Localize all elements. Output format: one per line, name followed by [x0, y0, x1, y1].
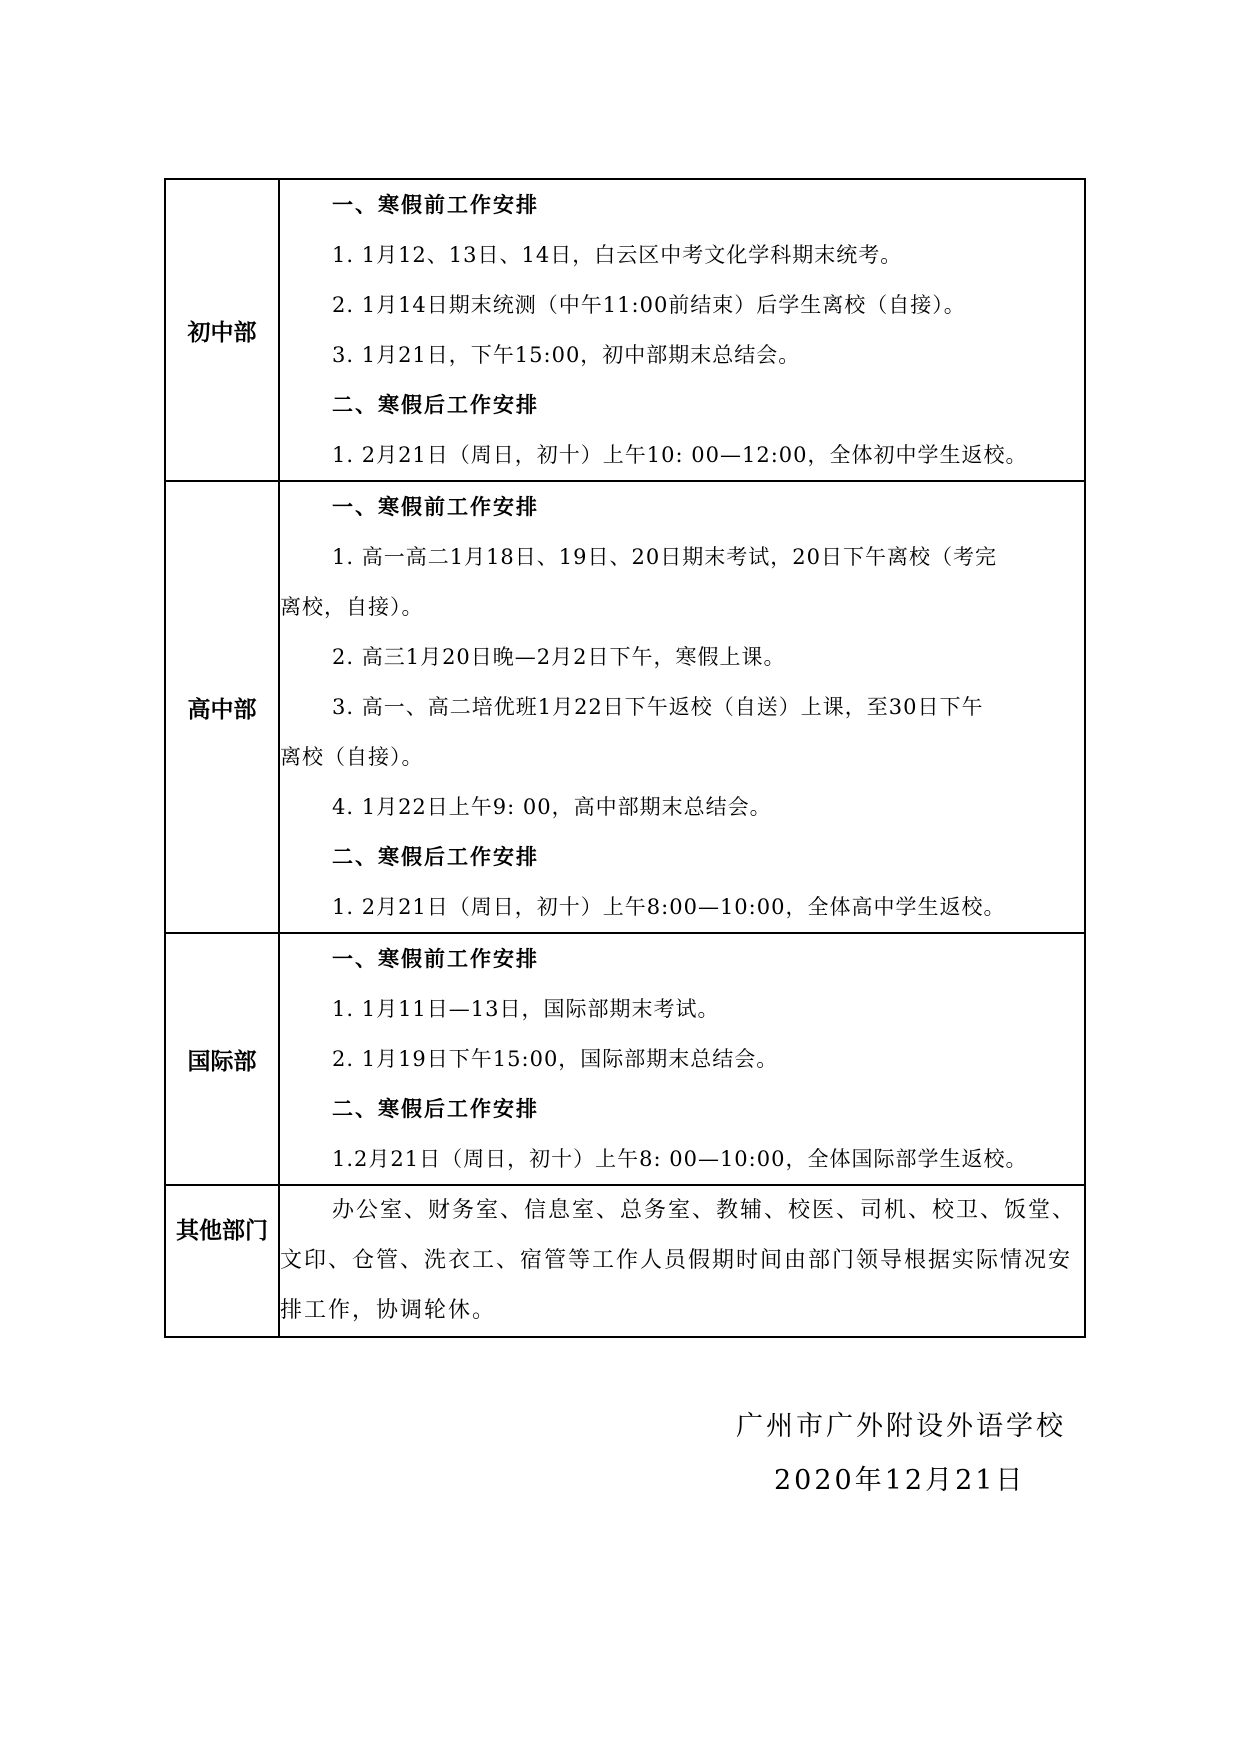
- section-heading: 二、寒假后工作安排: [332, 393, 539, 417]
- schedule-item: 2. 1月14日期末统测（中午11:00前结束）后学生离校（自接）。: [332, 293, 966, 317]
- dept-row: [165, 933, 1085, 1185]
- section-heading: 二、寒假后工作安排: [332, 1097, 539, 1121]
- dept-row: [165, 179, 1085, 481]
- schedule-item: 1. 2月21日（周日，初十）上午8:00—10:00，全体高中学生返校。: [332, 895, 1006, 919]
- schedule-item: 离校，自接）。: [280, 595, 424, 619]
- section-heading: 一、寒假前工作安排: [332, 495, 539, 519]
- school-signature: 广州市广外附设外语学校: [736, 1411, 1066, 1442]
- schedule-item: 1. 高一高二1月18日、19日、20日期末考试，20日下午离校（考完: [332, 545, 997, 569]
- dept-schedule: [279, 179, 1085, 481]
- section-heading: 二、寒假后工作安排: [332, 845, 539, 869]
- schedule-item: 1. 2月21日（周日，初十）上午10: 00—12:00，全体初中学生返校。: [332, 443, 1028, 467]
- schedule-item: 2. 1月19日下午15:00，国际部期末总结会。: [332, 1047, 779, 1071]
- schedule-item: 3. 高一、高二培优班1月22日下午返校（自送）上课，至30日下午: [332, 695, 984, 719]
- schedule-item: 1.2月21日（周日，初十）上午8: 00—10:00，全体国际部学生返校。: [332, 1147, 1028, 1171]
- staff-arrangement-text: 办公室、财务室、信息室、总务室、教辅、校医、司机、校卫、饭堂、文印、仓管、洗衣工、宿管等工作人员假期时间由部门领导根据实际情况安排工作，协调轮休。: [280, 1198, 1077, 1323]
- schedule-item: 1. 1月11日—13日，国际部期末考试。: [332, 997, 720, 1021]
- dept-name: 初中部: [165, 179, 279, 481]
- schedule-item: 4. 1月22日上午9: 00，高中部期末总结会。: [332, 795, 772, 819]
- dept-schedule: [279, 933, 1085, 1185]
- dept-row: [165, 1185, 1085, 1337]
- section-heading: 一、寒假前工作安排: [332, 193, 539, 217]
- dept-schedule: [279, 1185, 1085, 1337]
- schedule-table: [164, 178, 1086, 1338]
- schedule-item: 2. 高三1月20日晚—2月2日下午，寒假上课。: [332, 645, 786, 669]
- dept-name: 其他部门: [165, 1185, 279, 1337]
- section-heading: 一、寒假前工作安排: [332, 947, 539, 971]
- dept-schedule: [279, 481, 1085, 933]
- dept-name: 国际部: [165, 933, 279, 1185]
- schedule-item: 离校（自接）。: [280, 745, 424, 769]
- signature-date: 2020年12月21日: [774, 1465, 1026, 1496]
- dept-name: 高中部: [165, 481, 279, 933]
- dept-row: [165, 481, 1085, 933]
- schedule-item: 3. 1月21日，下午15:00，初中部期末总结会。: [332, 343, 801, 367]
- schedule-item: 1. 1月12、13日、14日，白云区中考文化学科期末统考。: [332, 243, 903, 267]
